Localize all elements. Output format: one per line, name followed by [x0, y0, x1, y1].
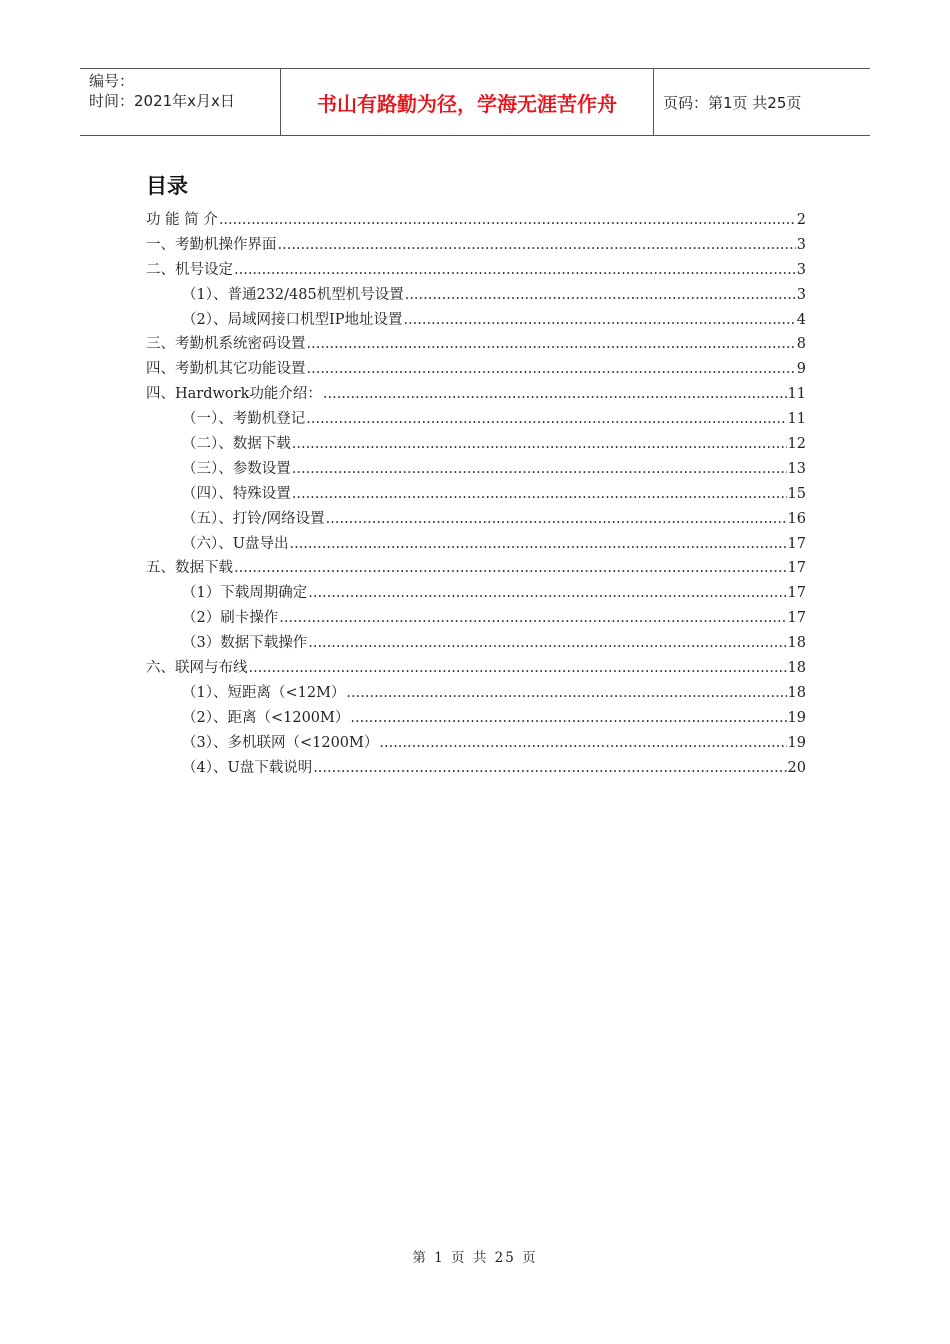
toc-entry-page: 18 — [787, 660, 806, 677]
toc-entry-page: 17 — [787, 535, 806, 552]
toc-entry[interactable] — [146, 407, 806, 432]
toc-entry-label: （1）、普通232/485机型机号设置 — [182, 286, 404, 303]
header-meta-cell — [80, 69, 281, 135]
toc-entry-page: 16 — [787, 510, 806, 527]
toc-entry-label: （3）、多机联网（<1200M） — [182, 734, 379, 751]
toc-entry[interactable] — [146, 457, 806, 482]
toc-entry-label: 五、数据下载 — [146, 560, 233, 577]
toc-entry[interactable] — [146, 731, 806, 756]
toc-entry-label: 一、考勤机操作界面 — [146, 236, 277, 253]
toc-leader-dots — [306, 407, 786, 432]
toc-leader-dots — [308, 581, 786, 606]
toc-entry-label: （一）、考勤机登记 — [182, 411, 306, 428]
toc-leader-dots — [278, 233, 796, 258]
toc-entry-label: 四、Hardwork功能介绍： — [146, 386, 322, 403]
toc-entry-label: （四）、特殊设置 — [182, 485, 291, 502]
toc-entry-page: 17 — [787, 560, 806, 577]
toc-leader-dots — [234, 258, 796, 283]
toc-entry-page: 18 — [787, 635, 806, 652]
toc-entry[interactable] — [146, 532, 806, 557]
toc-leader-dots — [307, 332, 796, 357]
toc-entry[interactable] — [146, 507, 806, 532]
page-footer: 第 1 页 共 25 页 — [412, 1250, 538, 1266]
toc-leader-dots — [292, 457, 787, 482]
toc-entry-page: 11 — [787, 386, 806, 403]
toc-entry-label: （2）刷卡操作 — [182, 610, 279, 627]
toc-entry[interactable] — [146, 606, 806, 631]
toc-entry-page: 3 — [796, 286, 806, 303]
toc-entry[interactable] — [146, 631, 806, 656]
toc-entry[interactable] — [146, 308, 806, 333]
toc-entry-page: 13 — [787, 460, 806, 477]
toc-leader-dots — [292, 482, 787, 507]
toc-entry-page: 17 — [787, 610, 806, 627]
toc-entry[interactable] — [146, 432, 806, 457]
toc-entry-page: 19 — [787, 734, 806, 751]
toc-leader-dots — [323, 382, 787, 407]
toc-entry-label: （4）、U盘下载说明 — [182, 759, 313, 776]
toc-entry[interactable] — [146, 556, 806, 581]
toc-entry-page: 3 — [796, 236, 806, 253]
toc-leader-dots — [279, 606, 786, 631]
header-motto: 书山有路勤为径，学海无涯苦作舟 — [281, 69, 654, 135]
toc-leader-dots — [403, 308, 795, 333]
toc-leader-dots — [379, 731, 786, 756]
toc-entry[interactable] — [146, 706, 806, 731]
toc-leader-dots — [307, 357, 796, 382]
toc-entry[interactable] — [146, 382, 806, 407]
toc-leader-dots — [219, 208, 796, 233]
toc-entry[interactable] — [146, 233, 806, 258]
toc-entry[interactable] — [146, 332, 806, 357]
toc-entry-page: 15 — [787, 485, 806, 502]
toc-title: 目录 — [146, 174, 188, 198]
toc-leader-dots — [313, 756, 786, 781]
table-of-contents — [146, 208, 806, 780]
toc-entry-page: 8 — [796, 336, 806, 353]
toc-entry-label: （三）、参数设置 — [182, 460, 291, 477]
toc-entry-label: （2）、局域网接口机型IP地址设置 — [182, 311, 403, 328]
toc-leader-dots — [346, 681, 786, 706]
toc-entry[interactable] — [146, 581, 806, 606]
toc-entry-page: 19 — [787, 709, 806, 726]
toc-entry-label: 三、考勤机系统密码设置 — [146, 336, 306, 353]
toc-entry-label: （1）下载周期确定 — [182, 585, 308, 602]
toc-leader-dots — [350, 706, 786, 731]
toc-leader-dots — [249, 656, 787, 681]
document-time-label: 时间：2021年x月x日 — [89, 92, 235, 110]
toc-leader-dots — [308, 631, 786, 656]
toc-entry-label: （六）、U盘导出 — [182, 535, 289, 552]
toc-entry-page: 4 — [796, 311, 806, 328]
toc-entry[interactable] — [146, 756, 806, 781]
toc-entry-page: 11 — [787, 411, 806, 428]
toc-entry[interactable] — [146, 681, 806, 706]
toc-entry-page: 3 — [796, 261, 806, 278]
toc-entry[interactable] — [146, 656, 806, 681]
toc-entry[interactable] — [146, 208, 806, 233]
toc-entry-page: 20 — [787, 759, 806, 776]
toc-entry-label: 功 能 简 介 — [146, 212, 218, 228]
toc-entry[interactable] — [146, 357, 806, 382]
toc-entry-label: 四、考勤机其它功能设置 — [146, 361, 306, 378]
toc-leader-dots — [292, 432, 787, 457]
toc-leader-dots — [326, 507, 787, 532]
toc-entry-page: 18 — [787, 684, 806, 701]
toc-entry[interactable] — [146, 482, 806, 507]
toc-entry-page: 9 — [796, 361, 806, 378]
page-header — [80, 68, 870, 136]
toc-entry-label: （3）数据下载操作 — [182, 635, 308, 652]
toc-entry[interactable] — [146, 283, 806, 308]
toc-leader-dots — [289, 532, 786, 557]
toc-entry-label: （2）、距离（<1200M） — [182, 709, 350, 726]
toc-entry-label: （二）、数据下载 — [182, 436, 291, 453]
toc-entry-page: 12 — [787, 436, 806, 453]
toc-entry-label: （1）、短距离（<12M） — [182, 684, 346, 701]
header-page-label: 页码：第1页 共25页 — [663, 93, 802, 112]
toc-entry-label: 六、联网与布线 — [146, 660, 248, 677]
toc-entry-page: 17 — [787, 585, 806, 602]
toc-entry-page: 2 — [796, 212, 806, 228]
toc-entry[interactable] — [146, 258, 806, 283]
document-number-label: 编号： — [89, 72, 135, 90]
toc-leader-dots — [234, 556, 787, 581]
toc-entry-label: 二、机号设定 — [146, 261, 233, 278]
toc-entry-label: （五）、打铃/网络设置 — [182, 510, 325, 527]
toc-leader-dots — [405, 283, 796, 308]
